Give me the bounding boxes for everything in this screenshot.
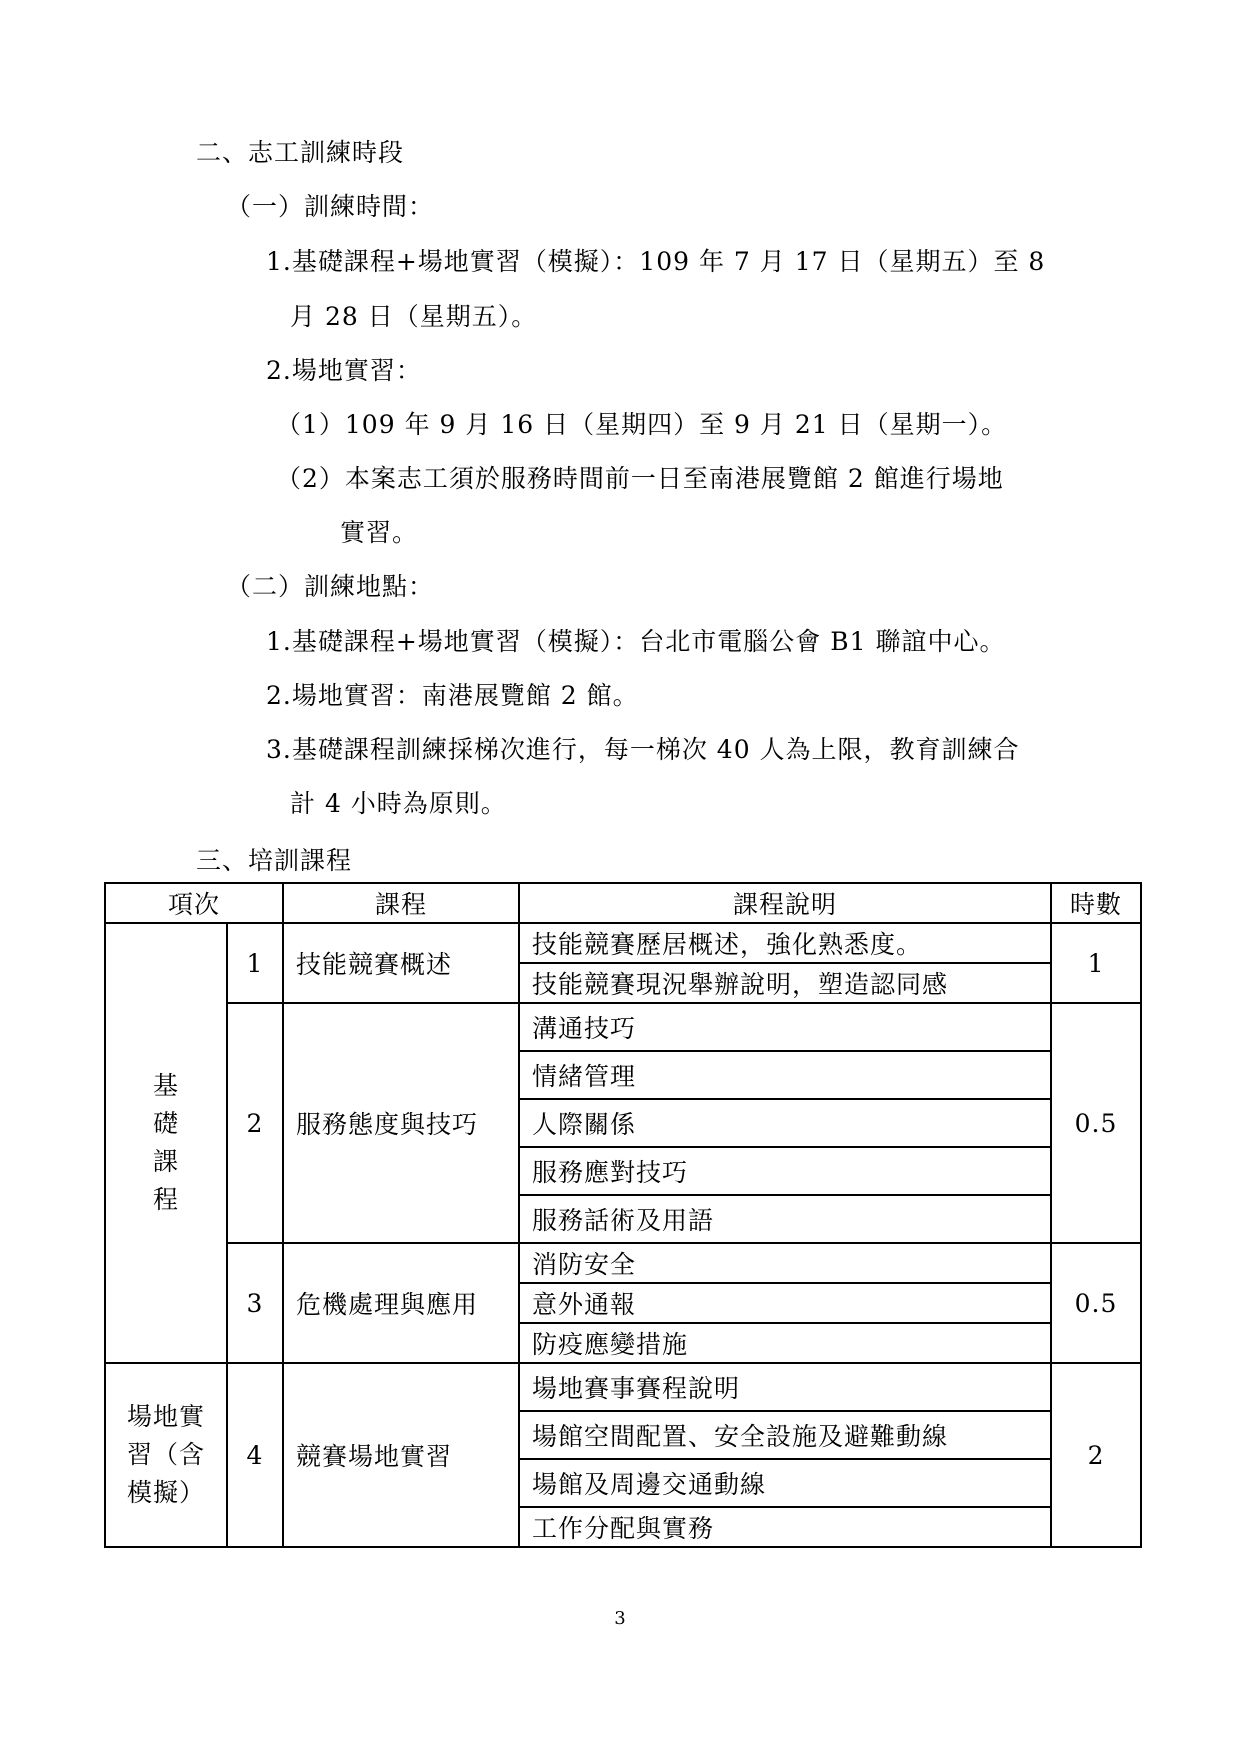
course-hours: 2 [1051, 1363, 1141, 1547]
course-detail: 場館空間配置、安全設施及避難動線 [519, 1411, 1051, 1459]
training-time-item2-2-line1: （2）本案志工須於服務時間前一日至南港展覽館 2 館進行場地 [276, 464, 1004, 493]
group-site-practice [105, 1363, 227, 1547]
course-detail: 技能競賽歷居概述，強化熟悉度。 [519, 923, 1051, 963]
table-row [105, 1243, 1141, 1283]
training-location-item1: 1.基礎課程+場地實習（模擬）：台北市電腦公會 B1 聯誼中心。 [266, 627, 1006, 656]
header-description: 課程說明 [519, 883, 1051, 923]
course-name: 服務態度與技巧 [283, 1003, 519, 1243]
training-location-heading: （二）訓練地點： [226, 572, 435, 601]
group-line: 礎 [152, 1109, 179, 1138]
training-location-item2: 2.場地實習：南港展覽館 2 館。 [266, 681, 639, 710]
section2-heading: 二、志工訓練時段 [196, 138, 405, 167]
row-number: 3 [227, 1243, 283, 1363]
training-location-item3-line2: 計 4 小時為原則。 [290, 789, 507, 818]
course-name: 危機處理與應用 [283, 1243, 519, 1363]
table-row [105, 923, 1141, 963]
course-detail: 場館及周邊交通動線 [519, 1459, 1051, 1507]
header-course: 課程 [283, 883, 519, 923]
group-line: 基 [152, 1071, 179, 1100]
training-time-item1-line1: 1.基礎課程+場地實習（模擬）：109 年 7 月 17 日（星期五）至 8 [266, 247, 1046, 276]
course-table [104, 882, 1142, 1548]
table-row [105, 1003, 1141, 1051]
row-number: 2 [227, 1003, 283, 1243]
course-name: 競賽場地實習 [283, 1363, 519, 1547]
course-hours: 1 [1051, 923, 1141, 1003]
training-time-item2-1: （1）109 年 9 月 16 日（星期四）至 9 月 21 日（星期一）。 [276, 410, 1008, 439]
course-name: 技能競賽概述 [283, 923, 519, 1003]
row-number: 1 [227, 923, 283, 1003]
group-line: 課 [152, 1147, 179, 1176]
group-line: 場地實 [126, 1402, 205, 1431]
training-time-item1-line2: 月 28 日（星期五）。 [290, 302, 538, 331]
course-detail: 防疫應變措施 [519, 1323, 1051, 1363]
course-detail: 消防安全 [519, 1243, 1051, 1283]
course-detail: 人際關係 [519, 1099, 1051, 1147]
table-row [105, 1363, 1141, 1411]
header-item-no: 項次 [105, 883, 283, 923]
course-detail: 情緒管理 [519, 1051, 1051, 1099]
course-detail: 技能競賽現況舉辦說明，塑造認同感 [519, 963, 1051, 1003]
training-time-item2-2-line2: 實習。 [340, 518, 419, 547]
course-detail: 服務話術及用語 [519, 1195, 1051, 1243]
group-line: 程 [152, 1185, 179, 1214]
course-detail: 意外通報 [519, 1283, 1051, 1323]
course-detail: 溝通技巧 [519, 1003, 1051, 1051]
course-detail: 場地賽事賽程說明 [519, 1363, 1051, 1411]
page-number: 3 [614, 1608, 626, 1629]
training-location-item3-line1: 3.基礎課程訓練採梯次進行，每一梯次 40 人為上限，教育訓練合 [266, 735, 1020, 764]
group-line: 模擬） [126, 1478, 205, 1507]
group-basic-course [105, 923, 227, 1363]
section3-heading: 三、培訓課程 [196, 846, 353, 875]
course-detail: 服務應對技巧 [519, 1147, 1051, 1195]
row-number: 4 [227, 1363, 283, 1547]
course-hours: 0.5 [1051, 1243, 1141, 1363]
group-line: 習（含 [126, 1440, 205, 1469]
training-time-item2: 2.場地實習： [266, 356, 422, 385]
training-time-heading: （一）訓練時間： [226, 192, 435, 221]
course-hours: 0.5 [1051, 1003, 1141, 1243]
table-header-row [105, 883, 1141, 923]
course-detail: 工作分配與實務 [519, 1507, 1051, 1547]
header-hours: 時數 [1051, 883, 1141, 923]
